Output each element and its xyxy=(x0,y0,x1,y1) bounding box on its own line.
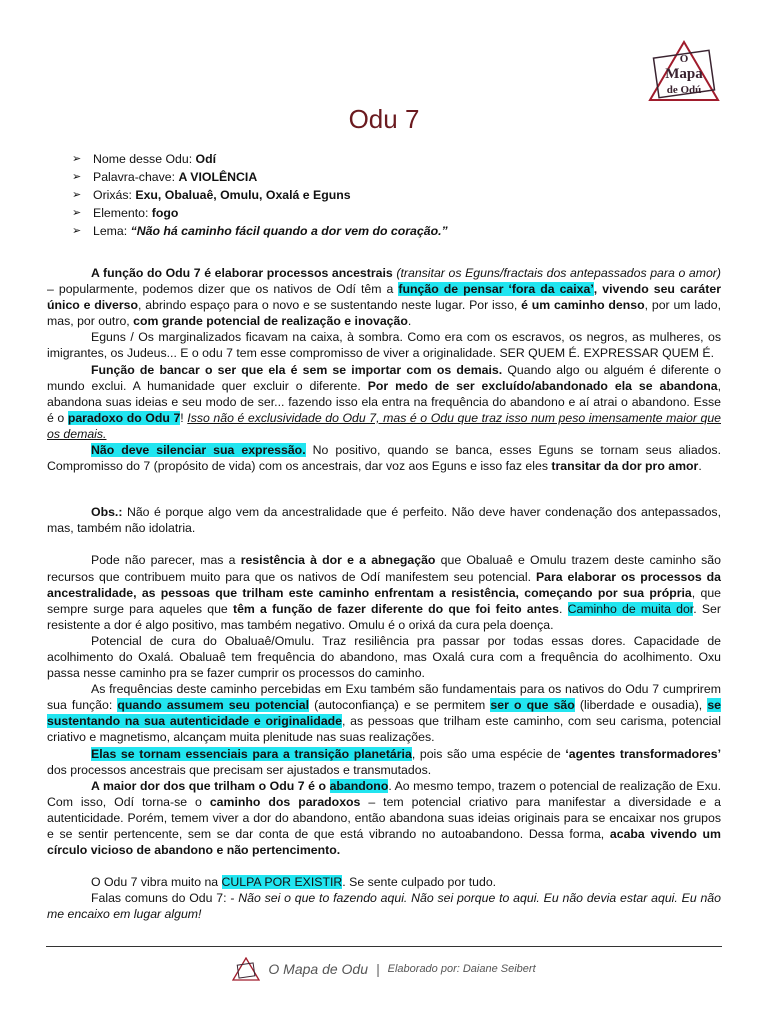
arrow-bullet-icon: ➢ xyxy=(72,207,82,220)
arrow-bullet-icon: ➢ xyxy=(72,189,82,202)
paragraph-frequencias: As frequências deste caminho percebidas em Exu também são fundamentais para os nativos do Odu 7 cumprirem sua função: quando assumem seu potencial (autoconfiança) e se permitem ser o que são (liberdade e ousadia), se sustentando na sua autenticidade e originalidade, as pessoas que trilham este caminho, com seu carisma, potencial criativo e magnetismo, alcançam muita plenitude nas suas realizações. xyxy=(47,682,722,745)
arrow-bullet-icon: ➢ xyxy=(72,171,82,184)
list-item: ➢ Palavra-chave: A VIOLÊNCIA xyxy=(72,168,448,186)
arrow-bullet-icon: ➢ xyxy=(72,225,82,238)
paragraph-eguns: Eguns / Os marginalizados ficavam na caixa, à sombra. Como era com os escravos, os negros, as mulheres, os imigrantes, os Judeus... E o odu 7 tem esse compromisso de viver a originalidade. SER QUEM É. EXPRESSAR QUEM É. xyxy=(47,330,721,361)
page-footer xyxy=(0,955,768,983)
footer-brand: O Mapa de Odu xyxy=(268,961,368,977)
list-item: ➢ Nome desse Odu: Odí xyxy=(72,150,448,168)
paragraph-function: A função do Odu 7 é elaborar processos ancestrais (transitar os Eguns/fractais dos antepassados para o amor) – popularmente, podemos dizer que os nativos de Odí têm a função de pensar ‘fora da caixa’, vivendo seu caráter único e diverso, abrindo espaço para o novo e se sustentando neste lugar. Por isso, é um caminho denso, por um lado, mas, por outro, com grande potencial de realização e inovação. xyxy=(47,266,722,329)
paragraph-abandono: A maior dor dos que trilham o Odu 7 é o abandono. Ao mesmo tempo, trazem o potencial de realização de Exu. Com isso, Odí torna-se o caminho dos paradoxos – tem potencial criativo para manifestar a diversidade e a autenticidade. Porém, temem viver a dor do abandono, então abandona suas ideias originais para se encaixar nos grupos e se sentir pertencente, sem se dar conta de que está vibrando no autoabandono. Dessa forma, acaba vivendo um círculo vicioso de abandono e não pertencimento. xyxy=(47,778,721,858)
paragraph-transicao: Elas se tornam essenciais para a transição planetária, pois são uma espécie de ‘agentes transformadores’ dos processos ancestrais que precisam ser ajustados e transmutados. xyxy=(47,746,721,777)
o-mapa-de-odu-logo xyxy=(646,40,722,104)
paragraph-cura: Potencial de cura do Obaluaê/Omulu. Traz resiliência pra passar por todas essas dores. Capacidade de acolhimento do Oxalá. Obaluaê tem frequência do abandono, mas Oxalá cura com a frequência do acolhimento. Oxu passa nesse caminho pra se fazer cumprir os processos do caminho. xyxy=(47,633,721,681)
page-title: Odu 7 xyxy=(348,104,420,134)
list-item: ➢ Lema: “Não há caminho fácil quando a dor vem do coração.” xyxy=(72,222,448,240)
document-body xyxy=(47,265,721,922)
footer-divider xyxy=(46,946,722,947)
logo-text-bottom: de Odú xyxy=(666,84,702,96)
list-item: ➢ Orixás: Exu, Obaluaê, Omulu, Oxalá e Eguns xyxy=(72,186,448,204)
footer-credit: Elaborado por: Daiane Seibert xyxy=(387,963,536,975)
logo-text-middle: Mapa xyxy=(665,66,703,82)
paragraph-obs: Obs.: Não é porque algo vem da ancestralidade que é perfeito. Não deve haver condenação dos antepassados, mas, também não idolatria. xyxy=(47,505,721,536)
arrow-bullet-icon: ➢ xyxy=(72,153,82,165)
paragraph-bancar: Função de bancar o ser que ela é sem se importar com os demais. Quando algo ou alguém é diferente o mundo exclui. A humanidade quer excluir o diferente. Por medo de ser excluído/abandonado ela se abandona, abandona suas ideias e seu modo de ser... fazendo isso ela entra na frequência do abandono e aí atrai o abandono. Esse é o paradoxo do Odu 7! Isso não é exclusividade do Odu 7, mas é o Odu que traz isso num peso imensamente maior que os demais. xyxy=(47,362,721,441)
odu-attributes-list xyxy=(72,150,448,240)
footer-logo-icon xyxy=(232,957,260,981)
paragraph-falas: Falas comuns do Odu 7: - Não sei o que to fazendo aqui. Não sei porque to aqui. Eu não devia estar aqui. Eu não me encaixo em lugar algum! xyxy=(47,891,721,922)
paragraph-culpa: O Odu 7 vibra muito na CULPA POR EXISTIR. Se sente culpado por tudo. xyxy=(91,875,497,890)
paragraph-resistencia: Pode não parecer, mas a resistência à dor e a abnegação que Obaluaê e Omulu trazem deste caminho são recursos que contribuem muito para que os nativos de Odí manifestem seu potencial. Para elaborar os processos da ancestralidade, as pessoas que trilham este caminho enfrentam a resistência, começando por sua própria, que sempre surge para aqueles que têm a função de fazer diferente do que foi feito antes. Caminho de muita dor. Ser resistente a dor é algo positivo, mas também negativo. Omulu é o orixá da cura pela doença. xyxy=(47,553,721,632)
footer-separator: | xyxy=(376,961,380,977)
paragraph-expressao: Não deve silenciar sua expressão. No positivo, quando se banca, esses Eguns se tornam seus aliados. Compromisso do 7 (propósito de vida) com os ancestrais, dar voz aos Eguns e isso faz eles transitar da dor pro amor. xyxy=(47,443,721,474)
logo-text-top: O xyxy=(679,53,689,65)
list-item: ➢ Elemento: fogo xyxy=(72,204,448,222)
